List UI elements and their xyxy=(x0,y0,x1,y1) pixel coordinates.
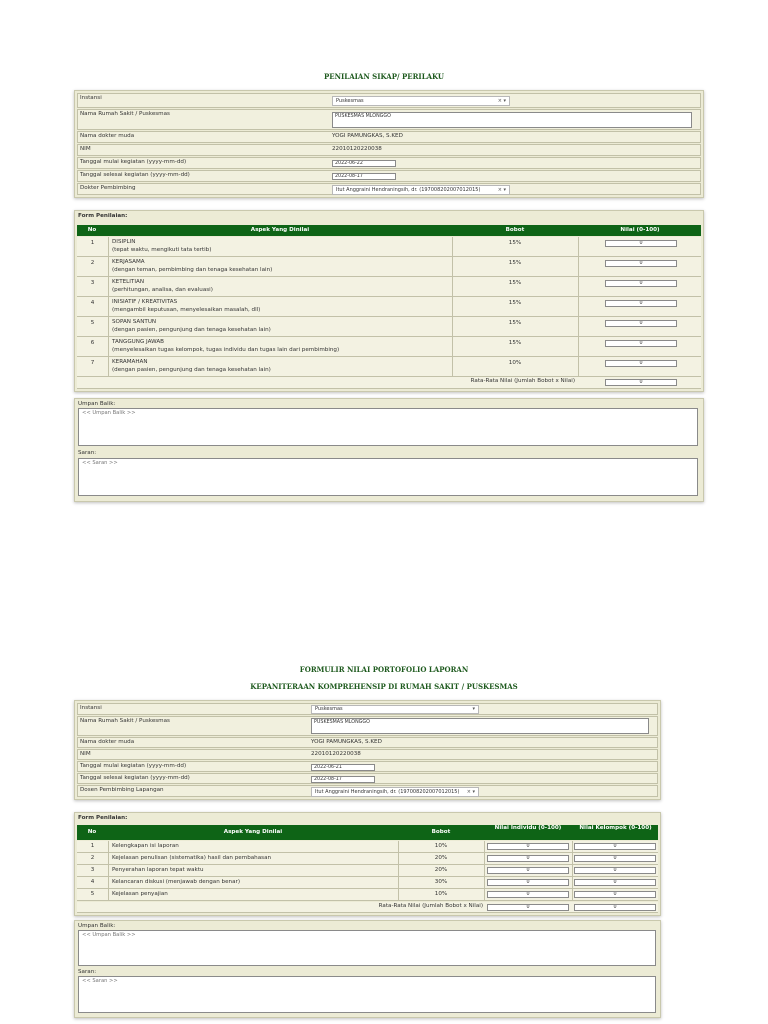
saran-textarea-2[interactable]: << Saran >> xyxy=(78,976,656,1013)
row-no: 5 xyxy=(90,320,95,326)
table-header xyxy=(77,225,701,236)
aspect-description: (perhitungan, analisa, dan evaluasi) xyxy=(112,287,213,293)
feedback-panel-1 xyxy=(74,398,704,502)
aspect-title: KETELITIAN xyxy=(112,279,144,285)
pembimbing-selected-value: Itut Anggraini Hendraningsih, dr. (197008202007012015) xyxy=(336,187,481,193)
form-penilaian-label: Form Penilaian: xyxy=(78,213,128,219)
nilai-individu-input[interactable]: 0 xyxy=(487,879,569,886)
aspect-title: TANGGUNG JAWAB xyxy=(112,339,165,345)
label-rumah-sakit-2: Nama Rumah Sakit / Puskesmas xyxy=(80,718,170,724)
row-no: 4 xyxy=(90,879,95,885)
table-row xyxy=(77,237,701,257)
row-dokter-2 xyxy=(77,737,658,748)
aspect-description: (dengan pasien, pengunjung dan tenaga kesehatan lain) xyxy=(112,327,271,333)
header-nilai: Nilai (0-100) xyxy=(620,227,660,233)
row-pembimbing-2 xyxy=(77,785,658,797)
row-dokter xyxy=(77,131,701,143)
header-no-2: No xyxy=(87,829,97,835)
header-aspek-2: Aspek Yang Dinilai xyxy=(223,829,283,835)
feedback-panel-2 xyxy=(74,920,661,1018)
identity-panel-2 xyxy=(74,700,661,800)
value-nim-2: 22010120220038 xyxy=(311,751,361,757)
table-row xyxy=(77,877,658,889)
row-instansi-2 xyxy=(77,703,658,715)
page-title-sikap: PENILAIAN SIKAP/ PERILAKU xyxy=(324,72,444,81)
saran-textarea[interactable]: << Saran >> xyxy=(78,458,698,496)
instansi-select-2[interactable] xyxy=(311,705,479,714)
aspect-title: KERJASAMA xyxy=(112,259,145,265)
header-nilai-kelompok: Nilai Kelompok (0-100) xyxy=(579,825,652,831)
label-pembimbing: Dokter Pembimbing xyxy=(80,185,136,191)
aspect-label: Kelengkapan isi laporan xyxy=(112,843,179,849)
average-kelompok-input[interactable]: 0 xyxy=(574,904,656,911)
header-aspek: Aspek Yang Dinilai xyxy=(250,227,310,233)
header-nilai-individu: Nilai Individu (0-100) xyxy=(494,825,562,831)
row-tanggal-mulai-2 xyxy=(77,761,658,772)
row-bobot: 15% xyxy=(508,260,522,266)
chevron-down-icon[interactable]: ▾ xyxy=(472,706,475,712)
aspect-description: (dengan pasien, pengunjung dan tenaga kesehatan lain) xyxy=(112,367,271,373)
aspect-description: (dengan teman, pembimbing dan tenaga kesehatan lain) xyxy=(112,267,273,273)
table-row xyxy=(77,277,701,297)
nilai-input[interactable]: 0 xyxy=(605,240,677,247)
aspect-title: INISIATIF / KREATIVITAS xyxy=(112,299,178,305)
row-no: 7 xyxy=(90,360,95,366)
table-row xyxy=(77,257,701,277)
pembimbing-select-2[interactable] xyxy=(311,787,479,797)
header-bobot-2: Bobot xyxy=(431,829,451,835)
row-tanggal-mulai xyxy=(77,157,701,169)
pembimbing-selected-value-2: Itut Anggraini Hendraningsih, dr. (197008202007012015) xyxy=(315,789,460,795)
nilai-individu-input[interactable]: 0 xyxy=(487,855,569,862)
row-no: 4 xyxy=(90,300,95,306)
nilai-individu-input[interactable]: 0 xyxy=(487,891,569,898)
label-nim-2: NIM xyxy=(80,751,91,757)
assessment-panel-2 xyxy=(74,812,661,916)
instansi-selected-value-2: Puskesmas xyxy=(315,706,343,712)
tanggal-mulai-input-2[interactable]: 2022-06-21 xyxy=(311,764,375,771)
rumah-sakit-textarea-2[interactable]: PUSKESMAS MLONGGO xyxy=(311,718,649,734)
clear-dropdown-icon[interactable]: × ▾ xyxy=(497,187,506,193)
average-row-2 xyxy=(77,902,658,913)
nilai-kelompok-input[interactable]: 0 xyxy=(574,843,656,850)
label-dokter-2: Nama dokter muda xyxy=(80,739,135,745)
nilai-input[interactable]: 0 xyxy=(605,260,677,267)
aspect-title: KERAMAHAN xyxy=(112,359,148,365)
nilai-individu-input[interactable]: 0 xyxy=(487,867,569,874)
pembimbing-select[interactable] xyxy=(332,185,510,195)
row-bobot: 20% xyxy=(434,867,448,873)
label-instansi-2: Instansi xyxy=(80,705,102,711)
aspect-description: (menyelesaikan tugas kelompok, tugas individu dan tugas lain dari pembimbing) xyxy=(112,347,340,353)
row-bobot: 10% xyxy=(434,891,448,897)
row-no: 3 xyxy=(90,280,95,286)
row-instansi xyxy=(77,93,701,108)
tanggal-selesai-input-2[interactable]: 2022-08-17 xyxy=(311,776,375,783)
row-no: 6 xyxy=(90,340,95,346)
average-row xyxy=(77,377,701,389)
nilai-input[interactable]: 0 xyxy=(605,280,677,287)
umpan-balik-textarea-2[interactable]: << Umpan Balik >> xyxy=(78,930,656,966)
row-tanggal-selesai-2 xyxy=(77,773,658,784)
aspect-title: SOPAN SANTUN xyxy=(112,319,157,325)
clear-dropdown-icon[interactable]: × ▾ xyxy=(497,98,506,104)
average-label-2: Rata-Rata Nilai (Jumlah Bobot x Nilai) xyxy=(378,903,483,909)
aspect-description: (mengambil keputusan, menyelesaikan masalah, dll) xyxy=(112,307,261,313)
table-row xyxy=(77,337,701,357)
nilai-input[interactable]: 0 xyxy=(605,360,677,367)
value-dokter: YOGI PAMUNGKAS, S.KED xyxy=(332,133,403,139)
label-nim: NIM xyxy=(80,146,91,152)
label-tanggal-mulai: Tanggal mulai kegiatan (yyyy-mm-dd) xyxy=(80,159,187,165)
label-rumah-sakit: Nama Rumah Sakit / Puskesmas xyxy=(80,111,170,117)
clear-dropdown-icon[interactable]: × ▾ xyxy=(466,789,475,795)
umpan-balik-label: Umpan Balik: xyxy=(78,401,116,407)
label-pembimbing-2: Dosen Pembimbing Lapangan xyxy=(80,787,164,793)
row-bobot: 15% xyxy=(508,340,522,346)
page-subtitle-portofolio: KEPANITERAAN KOMPREHENSIP DI RUMAH SAKIT / PUSKESMAS xyxy=(250,682,518,691)
row-bobot: 15% xyxy=(508,240,522,246)
instansi-selected-value: Puskesmas xyxy=(336,98,364,104)
saran-label: Saran: xyxy=(78,450,97,456)
umpan-balik-label-2: Umpan Balik: xyxy=(78,923,116,929)
aspect-description: (tepat waktu, mengikuti tata tertib) xyxy=(112,247,212,253)
row-bobot: 15% xyxy=(508,300,522,306)
identity-panel-1 xyxy=(74,90,704,198)
rumah-sakit-textarea[interactable]: PUSKESMAS MLONGGO xyxy=(332,112,692,128)
row-nim-2 xyxy=(77,749,658,760)
aspect-title: DISIPLIN xyxy=(112,239,136,245)
header-no: No xyxy=(87,227,97,233)
row-tanggal-selesai xyxy=(77,170,701,182)
nilai-input[interactable]: 0 xyxy=(605,340,677,347)
row-no: 5 xyxy=(90,891,95,897)
row-rumah-sakit xyxy=(77,109,701,130)
label-tanggal-selesai-2: Tanggal selesai kegiatan (yyyy-mm-dd) xyxy=(80,775,190,781)
table-row xyxy=(77,865,658,877)
assessment-panel-1 xyxy=(74,210,704,392)
nilai-kelompok-input[interactable]: 0 xyxy=(574,867,656,874)
page-title-portofolio: FORMULIR NILAI PORTOFOLIO LAPORAN xyxy=(299,665,469,674)
label-tanggal-mulai-2: Tanggal mulai kegiatan (yyyy-mm-dd) xyxy=(80,763,187,769)
average-input[interactable]: 0 xyxy=(605,379,677,386)
aspect-label: Kejelasan penulisan (sistematika) hasil dan pembahasan xyxy=(112,855,272,861)
instansi-select[interactable] xyxy=(332,96,510,106)
row-no: 3 xyxy=(90,867,95,873)
row-bobot: 10% xyxy=(508,360,522,366)
table-row xyxy=(77,357,701,377)
table-row xyxy=(77,841,658,853)
nilai-input[interactable]: 0 xyxy=(605,320,677,327)
value-nim: 22010120220038 xyxy=(332,146,382,152)
label-dokter: Nama dokter muda xyxy=(80,133,135,139)
table-row xyxy=(77,317,701,337)
label-instansi: Instansi xyxy=(80,95,102,101)
value-dokter-2: YOGI PAMUNGKAS, S.KED xyxy=(311,739,382,745)
tanggal-mulai-input[interactable]: 2022-06-22 xyxy=(332,160,396,167)
average-individu-input[interactable]: 0 xyxy=(487,904,569,911)
umpan-balik-textarea[interactable]: << Umpan Balik >> xyxy=(78,408,698,446)
table-row xyxy=(77,853,658,865)
nilai-kelompok-input[interactable]: 0 xyxy=(574,879,656,886)
row-bobot: 30% xyxy=(434,879,448,885)
row-bobot: 20% xyxy=(434,855,448,861)
nilai-kelompok-input[interactable]: 0 xyxy=(574,855,656,862)
header-bobot: Bobot xyxy=(505,227,525,233)
row-no: 1 xyxy=(90,240,95,246)
nilai-kelompok-input[interactable]: 0 xyxy=(574,891,656,898)
saran-label-2: Saran: xyxy=(78,969,97,975)
row-no: 2 xyxy=(90,855,95,861)
row-no: 2 xyxy=(90,260,95,266)
row-bobot: 10% xyxy=(434,843,448,849)
row-rumah-sakit-2 xyxy=(77,716,658,736)
row-bobot: 15% xyxy=(508,320,522,326)
aspect-label: Penyerahan laporan tepat waktu xyxy=(112,867,204,873)
tanggal-selesai-input[interactable]: 2022-08-17 xyxy=(332,173,396,180)
label-tanggal-selesai: Tanggal selesai kegiatan (yyyy-mm-dd) xyxy=(80,172,190,178)
aspect-label: Kejelasan penyajian xyxy=(112,891,168,897)
aspect-label: Kelancaran diskusi (menjawab dengan benar) xyxy=(112,879,241,885)
table-header-2 xyxy=(77,825,658,840)
table-row xyxy=(77,889,658,901)
table-row xyxy=(77,297,701,317)
row-nim xyxy=(77,144,701,156)
row-bobot: 15% xyxy=(508,280,522,286)
row-no: 1 xyxy=(90,843,95,849)
average-label: Rata-Rata Nilai (Jumlah Bobot x Nilai) xyxy=(470,378,575,384)
form-penilaian-label-2: Form Penilaian: xyxy=(78,815,128,821)
nilai-individu-input[interactable]: 0 xyxy=(487,843,569,850)
nilai-input[interactable]: 0 xyxy=(605,300,677,307)
row-pembimbing xyxy=(77,183,701,195)
